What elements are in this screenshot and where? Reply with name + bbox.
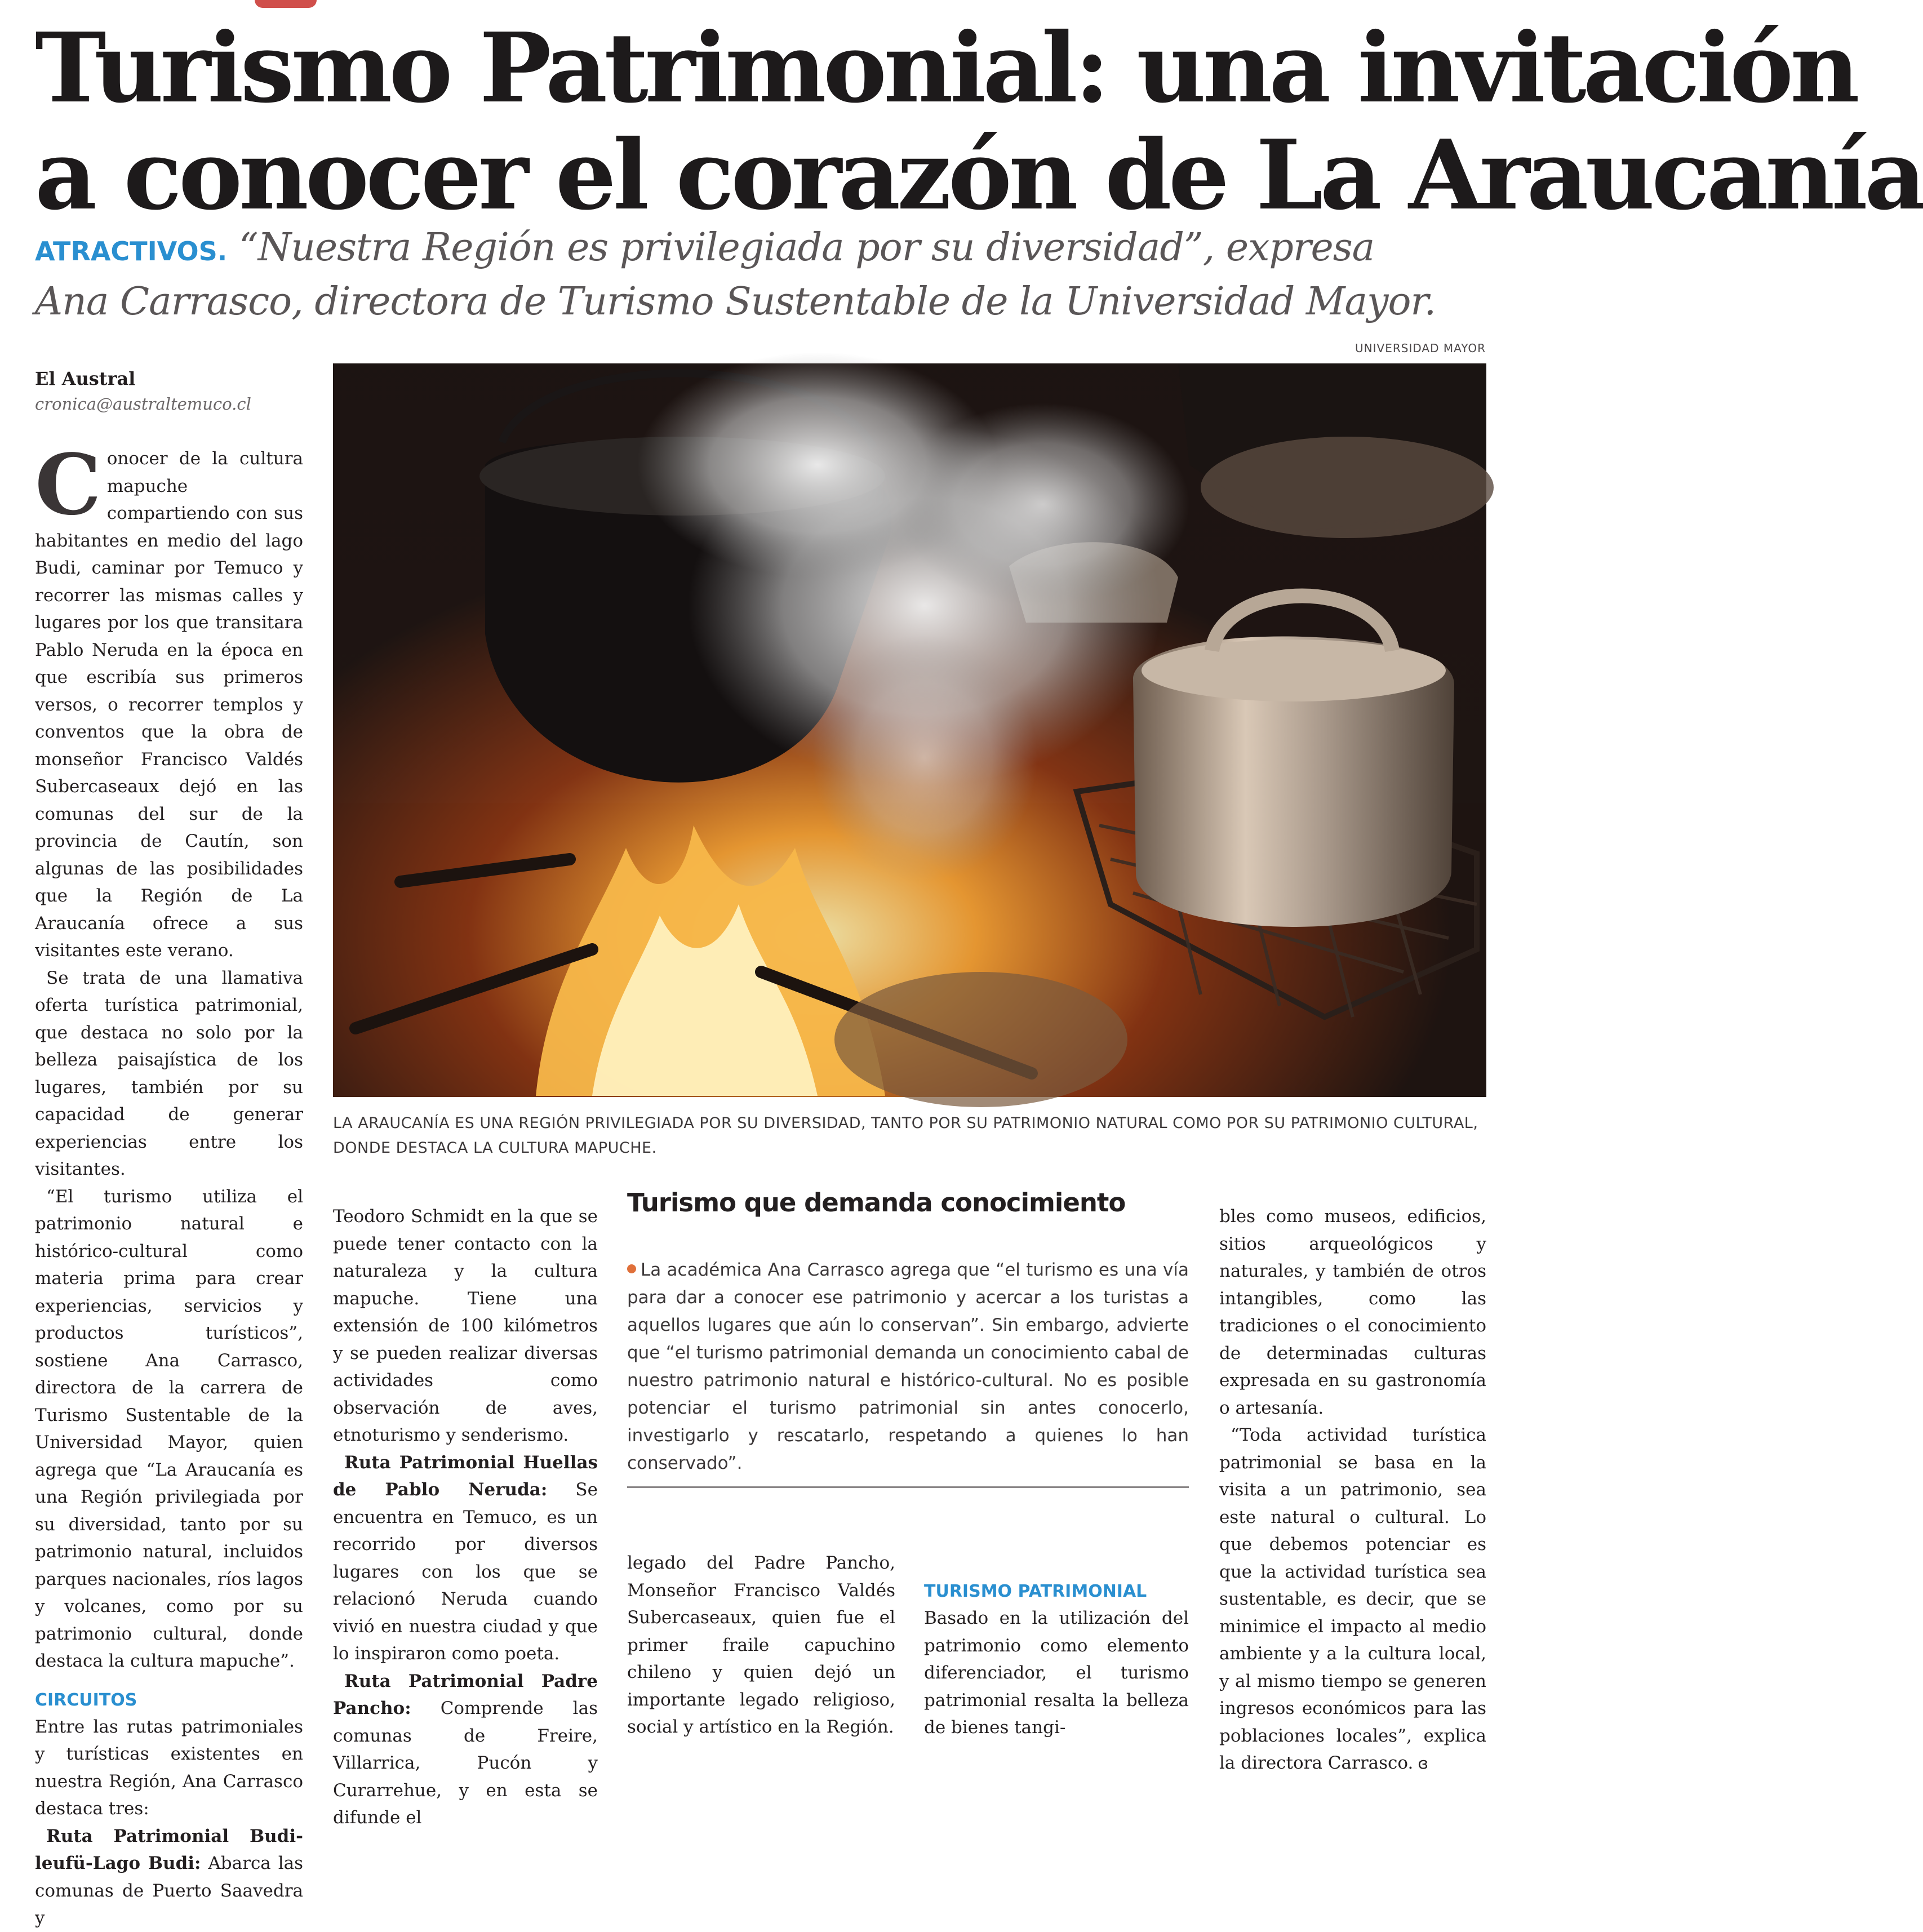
paragraph: Basado en la utilización del patrimonio como elemento diferenciador, el turismo patrimonial resalta la belleza de bienes tangi-: [924, 1608, 1189, 1738]
deck: [35, 223, 1455, 327]
article-column-4: [924, 1579, 1189, 1742]
route-title: Ruta Patrimonial Budi-leufü-Lago Budi:: [35, 1826, 303, 1873]
article-column-5: [1219, 1203, 1486, 1778]
paragraph-route-budi: [35, 1823, 303, 1932]
deck-text: “Nuestra Región es privilegiada por su diversidad”, expresa Ana Carrasco, directora de Turismo Sustentable de la Universidad Mayor.: [35, 225, 1436, 324]
box-title: Turismo que demanda conocimiento: [627, 1188, 1126, 1218]
paragraph-route-pancho: [333, 1668, 598, 1832]
article-column-2: [333, 1203, 598, 1832]
subhead-turismo-patrimonial: TURISMO PATRIMONIAL: [924, 1582, 1147, 1601]
byline-author: El Austral: [35, 368, 136, 389]
box-divider: [627, 1486, 1189, 1488]
deck-kicker: ATRACTIVOS.: [35, 236, 228, 267]
paragraph: “El turismo utiliza el patrimonio natural e histórico-cultural como materia prima para crear experiencias, servicios y productos turísticos”, sostiene Ana Carrasco, directora de la carrera de Turismo Sustentable de la Universidad Mayor, quien agrega que “La Araucanía es una Región privilegiada por su diversidad, tanto por su patrimonio natural, incluidos parques nacionales, ríos lagos y volcanes, como por su patrimonio cultural, donde destaca la cultura mapuche”.: [35, 1186, 303, 1671]
byline: [35, 366, 305, 417]
paragraph: legado del Padre Pancho, Monseñor Francisco Valdés Subercaseaux, quien fue el primer fraile capuchino chileno y quien dejó un importante legado religioso, social y artístico en la Región.: [627, 1553, 895, 1737]
headline: [35, 12, 1923, 232]
closing-text: “Toda actividad turística patrimonial se basa en la visita a un patrimonio, sea este natural o cultural. Lo que debemos potenciar es que la actividad turística sea sustentable, es decir, que se minimice el impacto al medio ambiente y a la cultura local, y al mismo tiempo se generen ingresos económicos para las poblaciones locales”, explica la directora Carrasco.: [1219, 1425, 1486, 1773]
route-text: Abarca las comunas de Puerto Saavedra y: [35, 1853, 303, 1928]
route-text: Se encuentra en Temuco, es un recorrido por diversos lugares con los que se relacionó Neruda cuando vivió en nuestra ciudad y que lo inspiraron como poeta.: [333, 1480, 598, 1664]
box-text-body: La académica Ana Carrasco agrega que “el turismo es una vía para dar a conocer ese patrimonio y acercar a los turistas a aquellos lugares que aún lo conservan”. Sin embargo, advierte que “el turismo patrimonial demanda un conocimiento cabal de nuestro patrimonio natural e histórico-cultural. No es posible potenciar el turismo patrimonial sin antes conocerlo, investigarlo y rescatarlo, respetando a quienes lo han conservado”.: [627, 1260, 1189, 1473]
headline-line-1: Turismo Patrimonial: una invitación: [35, 12, 1857, 125]
paragraph: Teodoro Schmidt en la que se puede tener contacto con la naturaleza y la cultura mapuche. Tiene una extensión de 100 kilómetros y se pueden realizar diversas actividades como observación de aves, etnoturismo y senderismo.: [333, 1206, 598, 1445]
paragraph: [1219, 1422, 1486, 1778]
drop-cap: C: [35, 436, 101, 534]
intro-paragraph: [35, 436, 303, 965]
route-title: Ruta Patrimonial Huellas de Pablo Neruda:: [333, 1452, 598, 1500]
article-column-1: [35, 436, 303, 1932]
end-mark-icon: ɞ: [1418, 1754, 1428, 1773]
paragraph: bles como museos, edificios, sitios arqueológicos y naturales, y también de otros intangibles, como las tradiciones o el conocimiento de determinadas culturas expresada en su gastronomía o artesanía.: [1219, 1206, 1486, 1418]
route-title: Ruta Patrimonial Padre Pancho:: [333, 1671, 598, 1718]
paragraph-route-neruda: [333, 1449, 598, 1668]
paragraph: Entre las rutas patrimoniales y turísticas existentes en nuestra Región, Ana Carrasco destaca tres:: [35, 1716, 303, 1819]
byline-email[interactable]: cronica@australtemuco.cl: [35, 394, 251, 414]
subhead-circuitos: CIRCUITOS: [35, 1690, 137, 1710]
campfire-pot-illustration: [333, 363, 1486, 1097]
headline-line-2: a conocer el corazón de La Araucanía: [35, 119, 1923, 232]
intro-text: onocer de la cultura mapuche compartiendo con sus habitantes en medio del lago Budi, caminar por Temuco y recorrer las mismas calles y lugares por los que transitara Pablo Neruda en la época en que escribía sus primeros versos, o recorrer templos y conventos que la obra de monseñor Francisco Valdés Subercaseaux dejó en las comunas del sur de la provincia de Cautín, son algunas de las posibilidades que la Región de La Araucanía ofrece a sus visitantes este verano.: [35, 448, 303, 961]
article-column-3: [627, 1549, 895, 1741]
box-text: [627, 1256, 1189, 1477]
photo-caption: LA ARAUCANÍA ES UNA REGIÓN PRIVILEGIADA POR SU DIVERSIDAD, TANTO POR SU PATRIMONIO NATURAL COMO POR SU PATRIMONIO CULTURAL, DONDE DESTACA LA CULTURA MAPUCHE.: [333, 1114, 1478, 1157]
masthead-decoration: [255, 0, 317, 8]
article-photo: [333, 363, 1486, 1097]
paragraph: Se trata de una llamativa oferta turística patrimonial, que destaca no solo por la belleza paisajística de los lugares, también por su capacidad de generar experiencias entre los visitantes.: [35, 967, 303, 1179]
photo-credit: UNIVERSIDAD MAYOR: [1355, 341, 1486, 355]
route-text: Comprende las comunas de Freire, Villarrica, Pucón y Curarrehue, y en esta se difunde el: [333, 1698, 598, 1828]
bullet-dot-icon: [627, 1264, 636, 1273]
